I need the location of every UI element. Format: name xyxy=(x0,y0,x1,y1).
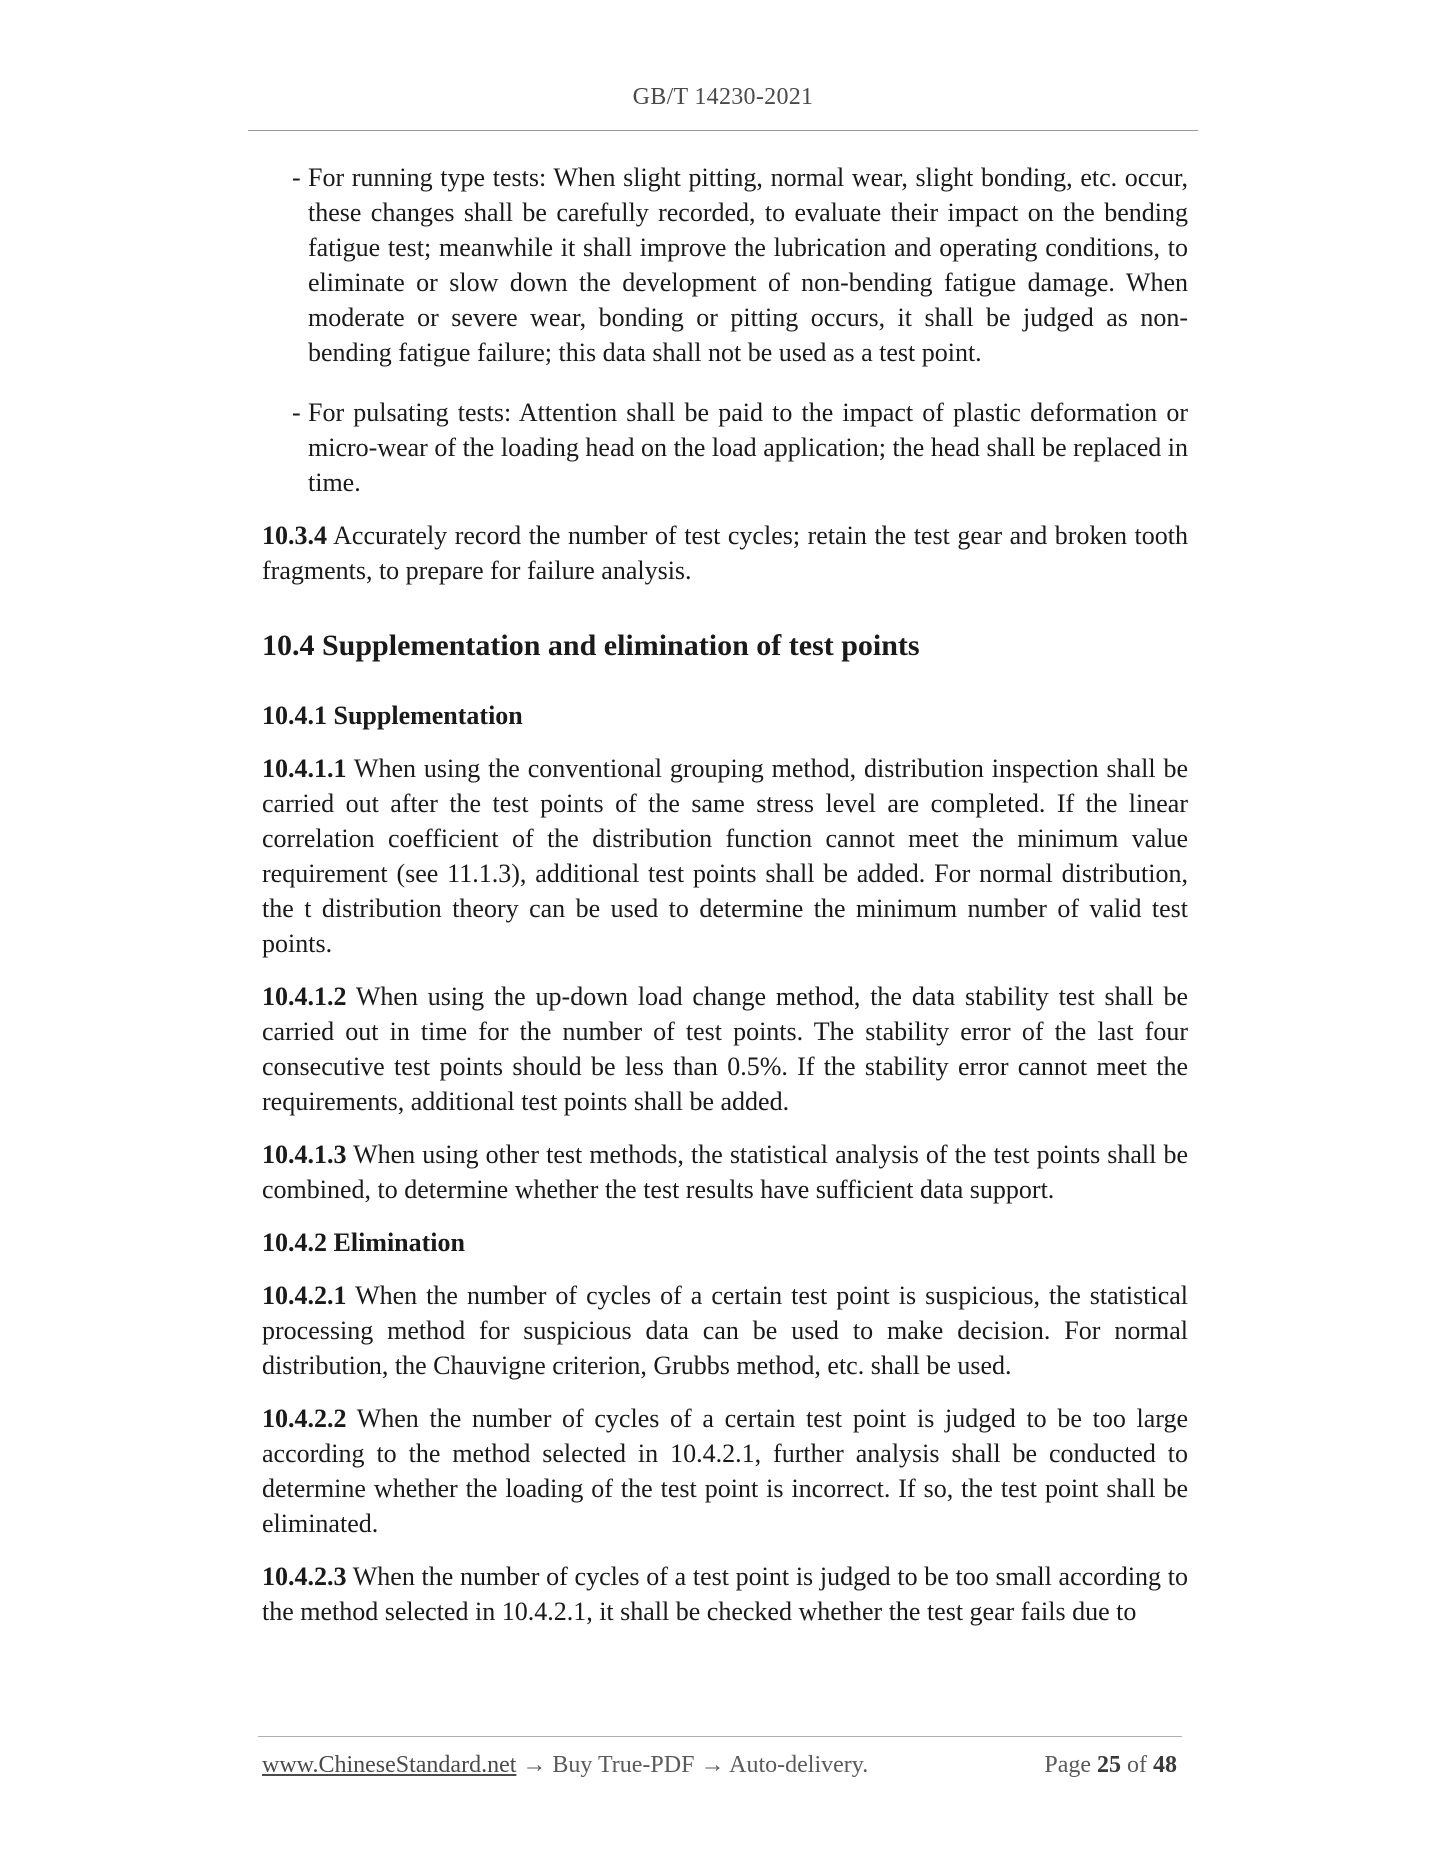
bullet-running-type-tests xyxy=(262,160,1188,370)
bullet-text: For pulsating tests: Attention shall be paid to the impact of plastic deformation or micro-wear of the loading head on the load application; the head shall be replaced in time. xyxy=(308,398,1188,497)
clause-number: 10.4.2.3 xyxy=(262,1562,347,1591)
arrow-right-icon: → xyxy=(694,1752,730,1778)
footer-delivery-text: Auto-delivery. xyxy=(729,1752,869,1778)
page-label: Page xyxy=(1044,1752,1097,1778)
clause-text: When the number of cycles of a test point is judged to be too small according to the method selected in 10.4.2.1, it shall be checked whether the test gear fails due to xyxy=(262,1562,1188,1626)
footer-website-link[interactable]: www.ChineseStandard.net xyxy=(262,1752,517,1778)
clause-10-4-1-1 xyxy=(262,751,1188,961)
footer-divider xyxy=(258,1736,1182,1737)
clause-number: 10.4.1.1 xyxy=(262,754,347,783)
clause-text: When using other test methods, the statistical analysis of the test points shall be combined, to determine whether the test results have sufficient data support. xyxy=(262,1140,1188,1204)
document-body xyxy=(262,160,1188,1629)
clause-number: 10.4.2.2 xyxy=(262,1404,347,1433)
header-divider xyxy=(248,130,1198,131)
clause-10-4-2-1 xyxy=(262,1278,1188,1383)
subsection-title-10-4-2: 10.4.2 Elimination xyxy=(262,1228,465,1257)
clause-10-4-1-3 xyxy=(262,1137,1188,1207)
of-label: of xyxy=(1121,1752,1153,1778)
clause-10-4-2-2 xyxy=(262,1401,1188,1541)
footer-buy-text: Buy True-PDF xyxy=(552,1752,695,1778)
arrow-right-icon: → xyxy=(516,1752,553,1778)
clause-number: 10.3.4 xyxy=(262,521,327,550)
bullet-dash: - xyxy=(292,398,301,427)
section-title-10-4: 10.4 Supplementation and elimination of test points xyxy=(262,629,920,662)
total-pages-number: 48 xyxy=(1153,1752,1177,1778)
bullet-pulsating-tests xyxy=(262,395,1188,500)
clause-10-4-2-3 xyxy=(262,1559,1188,1629)
clause-text: When using the up-down load change method, the data stability test shall be carried out in time for the number of test points. The stability error of the last four consecutive test points should be less than 0.5%. If the stability error cannot meet the requirements, additional test points shall be added. xyxy=(262,982,1188,1116)
document-header-code: GB/T 14230-2021 xyxy=(632,84,814,110)
current-page-number: 25 xyxy=(1097,1752,1121,1778)
bullet-text: For running type tests: When slight pitting, normal wear, slight bonding, etc. occur, these changes shall be carefully recorded, to evaluate their impact on the bending fatigue test; meanwhile it shall improve the lubrication and operating conditions, to eliminate or slow down the development of non-bending fatigue damage. When moderate or severe wear, bonding or pitting occurs, it shall be judged as non-bending fatigue failure; this data shall not be used as a test point. xyxy=(308,163,1188,367)
clause-text: When the number of cycles of a certain test point is judged to be too large according to the method selected in 10.4.2.1, further analysis shall be conducted to determine whether the loading of the test point is incorrect. If so, the test point shall be eliminated. xyxy=(262,1404,1188,1538)
subsection-title-10-4-1: 10.4.1 Supplementation xyxy=(262,701,523,730)
clause-number: 10.4.1.3 xyxy=(262,1140,347,1169)
footer-promo xyxy=(262,1752,868,1779)
clause-number: 10.4.2.1 xyxy=(262,1281,347,1310)
clause-number: 10.4.1.2 xyxy=(262,982,347,1011)
clause-text: Accurately record the number of test cycles; retain the test gear and broken tooth fragments, to prepare for failure analysis. xyxy=(262,521,1188,585)
clause-text: When using the conventional grouping method, distribution inspection shall be carried out after the test points of the same stress level are completed. If the linear correlation coefficient of the distribution function cannot meet the minimum value requirement (see 11.1.3), additional test points shall be added. For normal distribution, the t distribution theory can be used to determine the minimum number of valid test points. xyxy=(262,754,1188,958)
clause-10-4-1-2 xyxy=(262,979,1188,1119)
clause-text: When the number of cycles of a certain test point is suspicious, the statistical processing method for suspicious data can be used to make decision. For normal distribution, the Chauvigne criterion, Grubbs method, etc. shall be used. xyxy=(262,1281,1188,1380)
clause-10-3-4 xyxy=(262,518,1188,588)
bullet-dash: - xyxy=(292,163,301,192)
page-indicator xyxy=(1044,1752,1177,1779)
